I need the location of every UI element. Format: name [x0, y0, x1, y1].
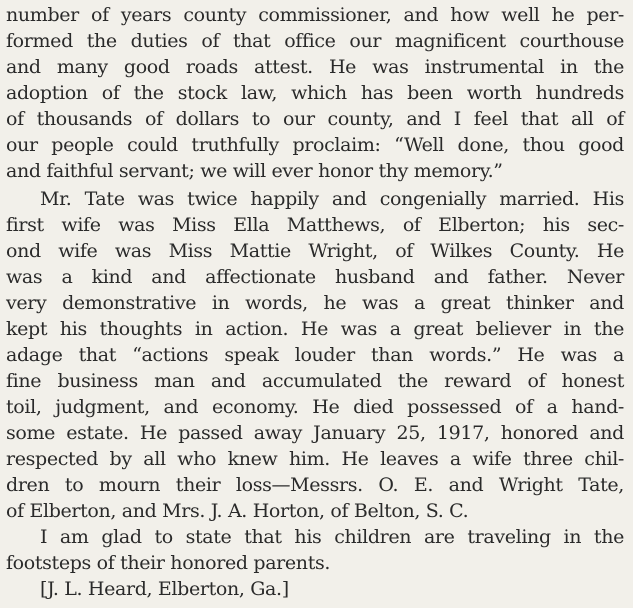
text-line: first wife was Miss Ella Matthews, of Elberton; his sec- [6, 214, 624, 236]
text-line: footsteps of their honored parents. [6, 552, 331, 574]
signature-line: [J. L. Heard, Elberton, Ga.] [40, 578, 289, 600]
text-line: dren to mourn their loss—Messrs. O. E. and Wright Tate, [6, 474, 624, 496]
text-line: of Elberton, and Mrs. J. A. Horton, of Belton, S. C. [6, 500, 469, 522]
text-line: some estate. He passed away January 25, 1917, honored and [6, 422, 624, 444]
text-line: number of years county commissioner, and how well he per- [6, 4, 624, 26]
text-line: and many good roads attest. He was instrumental in the [6, 56, 624, 78]
text-line: ond wife was Miss Mattie Wright, of Wilkes County. He [6, 240, 624, 262]
text-line: respected by all who knew him. He leaves a wife three chil- [6, 448, 624, 470]
text-line: adoption of the stock law, which has been worth hundreds [6, 82, 624, 104]
text-line: very demonstrative in words, he was a great thinker and [6, 292, 624, 314]
text-line: fine business man and accumulated the reward of honest [6, 370, 624, 392]
paragraph-first-line: Mr. Tate was twice happily and congenially married. His [40, 188, 624, 210]
text-line: adage that “actions speak louder than words.” He was a [6, 344, 624, 366]
text-line: of thousands of dollars to our county, and I feel that all of [6, 108, 624, 130]
text-line: formed the duties of that office our magnificent courthouse [6, 30, 624, 52]
text-line: our people could truthfully proclaim: “Well done, thou good [6, 134, 624, 156]
text-line: toil, judgment, and economy. He died possessed of a hand- [6, 396, 624, 418]
text-line: kept his thoughts in action. He was a great believer in the [6, 318, 624, 340]
text-line: and faithful servant; we will ever honor thy memory.” [6, 160, 503, 182]
paragraph-first-line: I am glad to state that his children are traveling in the [40, 526, 624, 548]
text-line: was a kind and affectionate husband and father. Never [6, 266, 624, 288]
